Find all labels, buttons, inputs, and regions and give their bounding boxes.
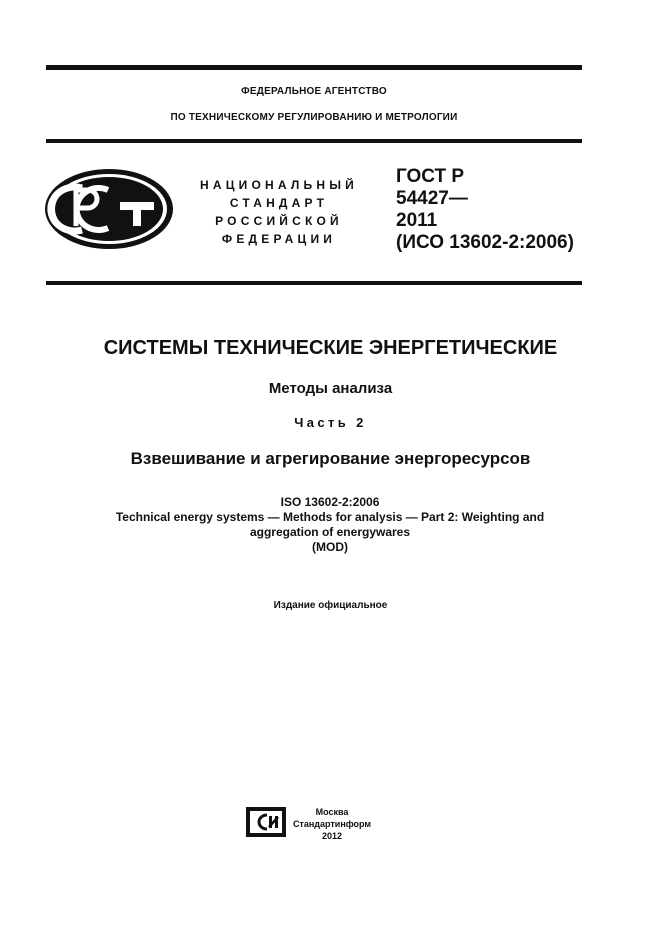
iso-code: ISO 13602-2:2006 (280, 495, 380, 509)
rst-certification-mark-icon (42, 166, 176, 252)
national-standard-line: РОССИЙСКОЙ (215, 214, 343, 228)
agency-name-line2: ПО ТЕХНИЧЕСКОМУ РЕГУЛИРОВАНИЮ И МЕТРОЛОГИИ (170, 112, 458, 123)
publisher-info (292, 806, 372, 842)
publisher-name: Стандартинформ (292, 819, 372, 829)
publisher-city: Москва (315, 807, 349, 817)
document-title: СИСТЕМЫ ТЕХНИЧЕСКИЕ ЭНЕРГЕТИЧЕСКИЕ (103, 337, 558, 359)
publisher-year: 2012 (321, 831, 343, 841)
designation-iso-equivalent: (ИСО 13602-2:2006) (396, 232, 574, 253)
iso-title-line2: aggregation of energywares (249, 525, 411, 539)
iso-modifier: (MOD) (312, 540, 348, 554)
top-divider (46, 65, 582, 70)
document-part-title: Взвешивание и агрегирование энергоресурсов (130, 449, 531, 468)
designation-year: 2011 (396, 210, 438, 231)
title-divider (46, 281, 582, 285)
national-standard-label (186, 176, 372, 248)
national-standard-line: ФЕДЕРАЦИИ (221, 232, 337, 246)
standard-designation (396, 166, 574, 254)
designation-prefix: ГОСТ Р (396, 166, 465, 187)
header-divider (46, 139, 582, 143)
agency-name-line1: ФЕДЕРАЛЬНОЕ АГЕНТСТВО (241, 86, 387, 97)
document-part-number: Часть 2 (294, 415, 367, 430)
document-subtitle: Методы анализа (268, 380, 393, 397)
designation-number: 54427— (396, 188, 468, 209)
iso-title-line1: Technical energy systems — Methods for analysis — Part 2: Weighting and (115, 510, 545, 524)
national-standard-line: СТАНДАРТ (229, 196, 329, 210)
edition-note: Издание официальное (273, 600, 388, 611)
standartinform-logo-icon (245, 806, 287, 838)
national-standard-line: НАЦИОНАЛЬНЫЙ (199, 178, 359, 192)
iso-reference (60, 495, 600, 555)
